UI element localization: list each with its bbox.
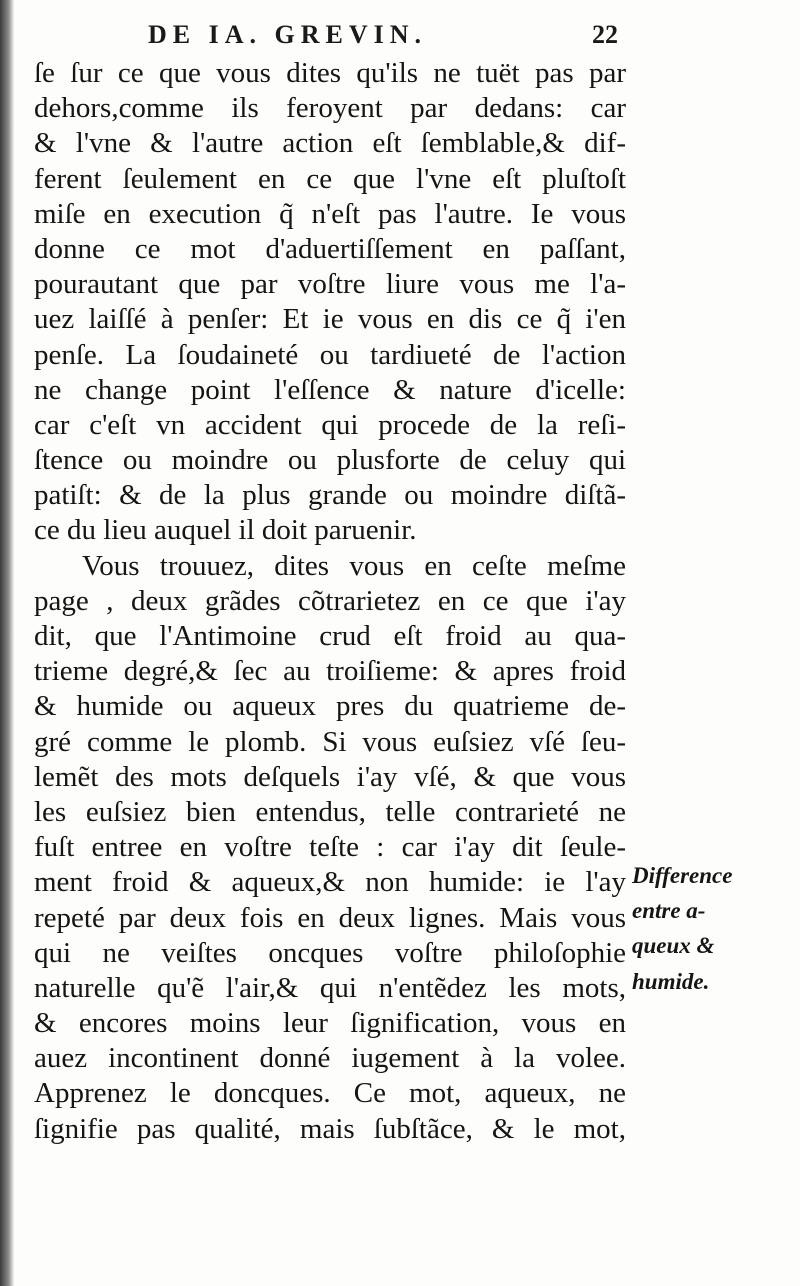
text-line: les euſsiez bien entendus, telle contrarieté ne [34, 795, 626, 828]
text-line: ſe ſur ce que vous dites qu'ils ne tuët pas par [34, 57, 626, 89]
text-line: gré comme le plomb. Si vous euſsiez vſé ſeu- [34, 725, 626, 758]
text-line: penſe. La ſoudaineté ou tardiueté de l'action [34, 338, 626, 371]
text-line: ſignifie pas qualité, mais ſubſtãce, & le mot, [34, 1112, 626, 1145]
running-head: DE IA. GREVIN. [148, 20, 428, 49]
text-line: lemẽt des mots deſquels i'ay vſé, & que vous [34, 760, 626, 793]
text-line: ferent ſeulement en ce que l'vne eſt pluſtoſt [34, 162, 626, 195]
margin-note-line: Difference [632, 863, 733, 888]
text-line: repeté par deux fois en deux lignes. Mais vous [34, 901, 626, 934]
text-line-paragraph-start: Vous trouuez, dites vous en ceſte meſme [82, 549, 626, 582]
page-number: 22 [592, 20, 618, 49]
margin-note-line: entre a- [632, 898, 706, 924]
text-line: & l'vne & l'autre action eſt ſemblable,& dif- [34, 127, 626, 160]
text-line: fuſt entree en voſtre teſte : car i'ay dit ſeule- [34, 831, 626, 864]
text-line: auez incontinent donné iugement à la volee. [34, 1042, 626, 1075]
text-line: ce du lieu auquel il doit paruenir. [34, 514, 417, 547]
margin-note [632, 858, 792, 999]
text-line: pourautant que par voſtre liure vous me l'a- [34, 268, 626, 301]
text-line: donne ce mot d'aduertiſſement en paſſant, [34, 232, 626, 265]
text-line: qui ne veiſtes oncques voſtre philoſophie [34, 936, 626, 969]
text-line: Apprenez le doncques. Ce mot, aqueux, ne [34, 1077, 626, 1110]
text-line: naturelle qu'ẽ l'air,& qui n'entẽdez les mots, [34, 971, 626, 1004]
margin-note-line: humide. [632, 968, 710, 994]
body-text [34, 56, 626, 1147]
text-line: dehors,comme ils feroyent par dedans: car [34, 92, 626, 125]
text-line: uez laiſſé à penſer: Et ie vous en dis ce q̃ i'en [34, 303, 626, 336]
text-line: & humide ou aqueux pres du quatrieme de- [34, 690, 626, 723]
text-line: car c'eſt vn accident qui procede de la reſi- [34, 408, 626, 441]
text-line: ſtence ou moindre ou plusforte de celuy qui [34, 444, 626, 477]
text-line: patiſt: & de la plus grande ou moindre diſtã- [34, 479, 626, 512]
text-line: trieme degré,& ſec au troiſieme: & apres froid [34, 655, 626, 688]
page-header [148, 20, 618, 56]
text-line: ment froid & aqueux,& non humide: ie l'ay [34, 866, 626, 899]
text-line: page , deux grãdes cõtrarietez en ce que i'ay [34, 584, 626, 617]
text-line: & encores moins leur ſignification, vous en [34, 1007, 626, 1040]
page-gutter-shadow [0, 0, 14, 1286]
text-line: ne change point l'eſſence & nature d'icelle: [34, 373, 626, 406]
text-line: dit, que l'Antimoine crud eſt froid au qua- [34, 620, 626, 652]
text-line: miſe en execution q̃ n'eſt pas l'autre. Ie vous [34, 197, 626, 230]
margin-note-line: queux & [632, 933, 715, 959]
